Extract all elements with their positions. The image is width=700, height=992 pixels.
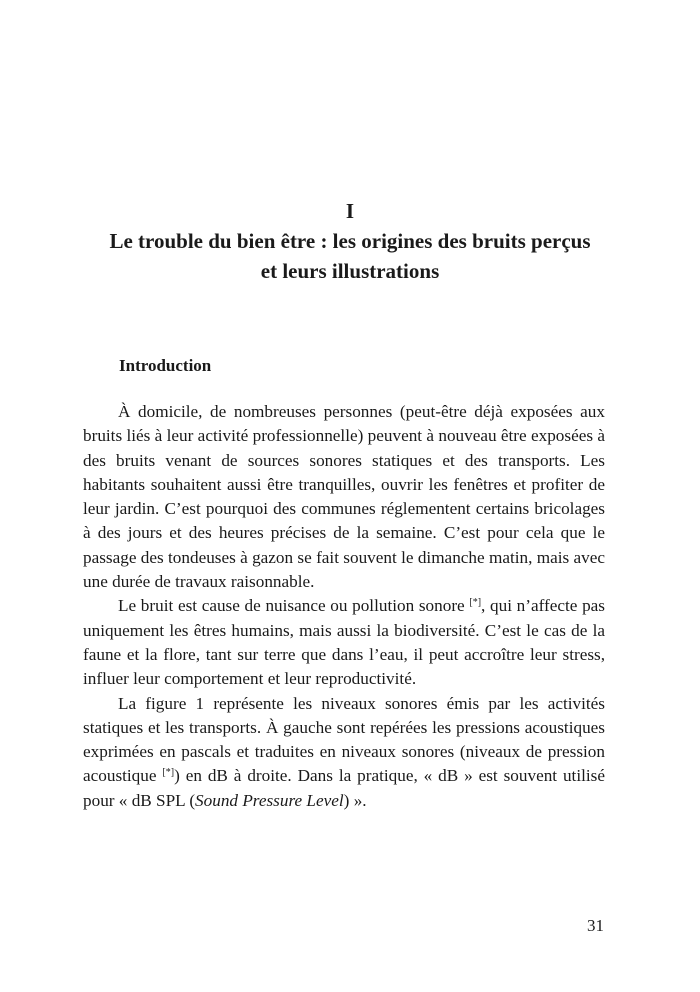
glossary-reference: [*] xyxy=(162,767,175,779)
paragraph-2-text-b: , qui n’affecte pas uniquement les êtres humains, mais aussi la biodiversité. C’est le cas de la faune et la flore, tant sur terre que dans l’eau, il peut accroître leur stress, influer leur comportement et leur reproductivité. xyxy=(83,596,605,689)
section-heading: Introduction xyxy=(119,356,212,375)
chapter-number: I xyxy=(345,199,355,223)
chapter-title-line-2: et leurs illustrations xyxy=(260,259,440,283)
chapter-title xyxy=(0,226,700,286)
glossary-reference: [*] xyxy=(469,597,482,609)
paragraph-2-text-a: Le bruit est cause de nuisance ou pollution sonore xyxy=(118,596,470,616)
chapter-header xyxy=(0,196,700,286)
page-number: 31 xyxy=(587,916,604,935)
paragraph-1: À domicile, de nombreuses personnes (peut-être déjà exposées aux bruits liés à leur activité professionnelle) peuvent à nouveau être exposées à des bruits venant de sources sonores statiques et des transports. Les habitants souhaitent aussi être tranquilles, ouvrir les fenêtres et profiter de leur jardin. C’est pourquoi des communes réglementent certains bricolages à des jours et des heures précises de la semaine. C’est pour cela que le passage des tondeuses à gazon se fait souvent le dimanche matin, mais avec une durée de travaux raisonnable. xyxy=(83,402,605,592)
chapter-title-line-1: Le trouble du bien être : les origines des bruits perçus xyxy=(109,229,591,253)
paragraph-3-italic-term: Sound Pressure Level xyxy=(195,790,344,810)
paragraph-3-text-b: ) en dB à droite. Dans la pratique, « dB » est souvent utilisé pour « dB SPL ( xyxy=(83,766,605,810)
paragraph-2 xyxy=(83,594,605,691)
paragraph-3-text-a: La figure 1 représente les niveaux sonores émis par les activités statiques et les transports. À gauche sont repérées les pressions acoustiques exprimées en pascals et traduites en niveaux sonores (niveaux de pression acoustique xyxy=(83,693,605,786)
paragraph-3 xyxy=(83,692,605,813)
body-text xyxy=(83,400,605,813)
paragraph-3-text-c: ) ». xyxy=(343,790,367,810)
